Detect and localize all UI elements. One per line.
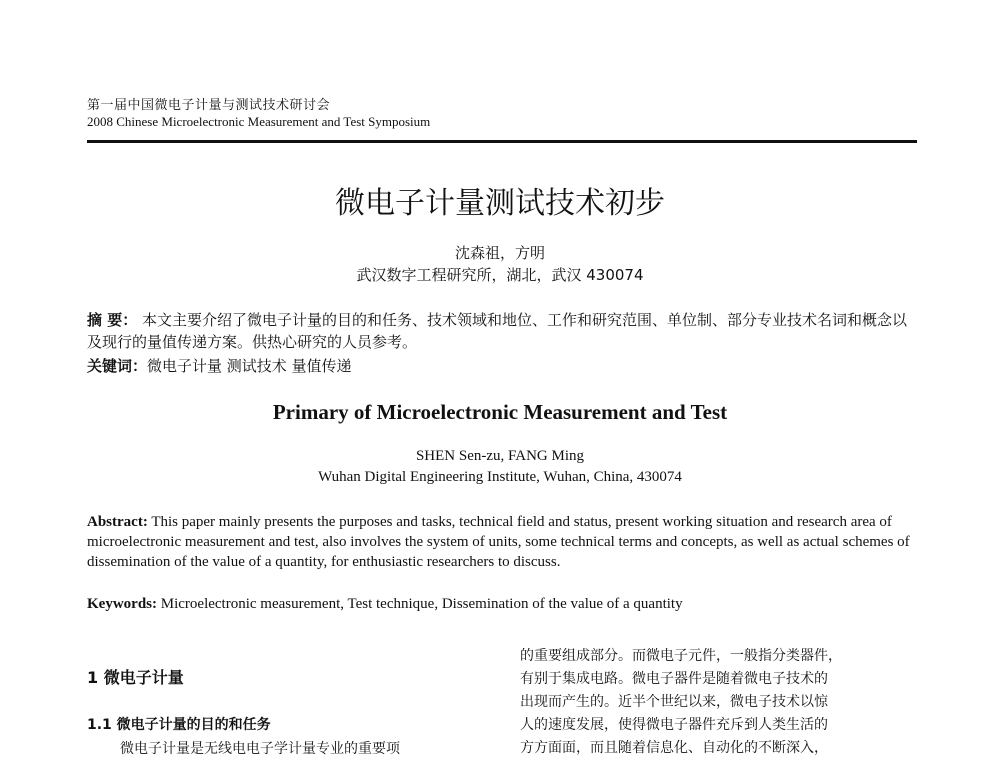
body-right-line: 方方面面，而且随着信息化、自动化的不断深入， (520, 740, 828, 756)
body-text-left: 微电子计量是无线电电子学计量专业的重要项 (120, 741, 400, 757)
body-text-right (520, 645, 920, 760)
abstract-en-label: Abstract: (87, 514, 148, 530)
body-right-line: 有别于集成电路。微电子器件是随着微电子技术的 (520, 671, 828, 687)
abstract-cn-label: 摘 要： (87, 311, 138, 329)
abstract-en-text: This paper mainly presents the purposes and tasks, technical field and status, present working situation and research area of microelectronic measurement and test, also involves the system of units, some technical terms and concepts, as well as actual schemes of dissemination of the value of a quantity, for enthusiastic researchers to discuss. (87, 514, 910, 570)
keywords-en-text: Microelectronic measurement, Test technique, Dissemination of the value of a quantity (160, 596, 683, 612)
conference-name-cn: 第一届中国微电子计量与测试技术研讨会 (87, 98, 331, 113)
affiliation-cn: 武汉数字工程研究所，湖北，武汉 430074 (356, 266, 644, 284)
body-right-line: 的重要组成部分。而微电子元件，一般指分类器件， (520, 648, 842, 664)
authors-en: SHEN Sen-zu, FANG Ming (415, 448, 585, 464)
abstract-cn (87, 309, 917, 353)
header-rule (87, 140, 917, 143)
keywords-cn-label: 关键词： (87, 357, 148, 375)
keywords-cn-text: 微电子计量 测试技术 量值传递 (147, 357, 352, 375)
authors-cn: 沈森祖，方明 (454, 244, 545, 262)
conference-name-en: 2008 Chinese Microelectronic Measurement and Test Symposium (87, 114, 431, 129)
paper-title-en: Primary of Microelectronic Measurement and Test (272, 400, 728, 424)
keywords-cn (87, 355, 352, 376)
paper-title-cn: 微电子计量测试技术初步 (335, 186, 665, 221)
body-right-line: 人的速度发展，使得微电子器件充斥到人类生活的 (520, 717, 828, 733)
affiliation-en: Wuhan Digital Engineering Institute, Wuhan, China, 430074 (318, 469, 682, 485)
keywords-en (87, 596, 683, 613)
abstract-en (87, 512, 917, 572)
section-1-heading: 1 微电子计量 (87, 668, 184, 687)
body-right-line: 出现而产生的。近半个世纪以来，微电子技术以惊 (520, 694, 828, 710)
section-1-1-heading: 1.1 微电子计量的目的和任务 (87, 717, 271, 733)
keywords-en-label: Keywords: (87, 596, 157, 612)
abstract-cn-text: 本文主要介绍了微电子计量的目的和任务、技术领域和地位、工作和研究范围、单位制、部分专业技术名词和概念以及现行的量值传递方案。供热心研究的人员参考。 (87, 311, 908, 351)
